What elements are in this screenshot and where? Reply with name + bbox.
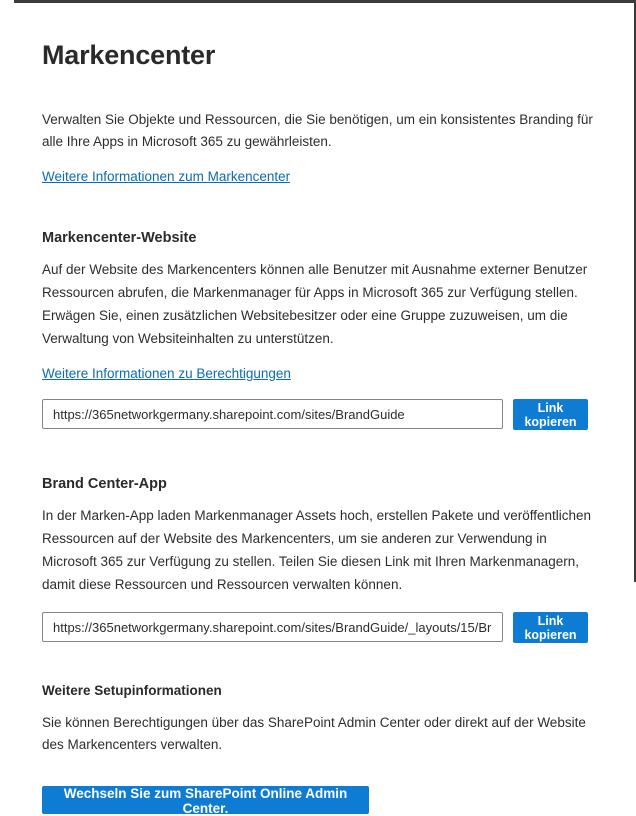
app-section-heading: Brand Center-App	[42, 476, 167, 492]
website-url-input[interactable]	[42, 399, 503, 429]
app-copy-link-button[interactable]: Link kopieren	[513, 612, 588, 643]
intro-text: Verwalten Sie Objekte und Ressourcen, die Sie benötigen, um ein konsistentes Branding für alle Ihre Apps in Microsoft 365 zu gewährleisten.	[42, 112, 593, 149]
app-section	[42, 476, 594, 643]
sharepoint-admin-center-button[interactable]: Wechseln Sie zum SharePoint Online Admin Center.	[42, 786, 369, 814]
website-section-body: Auf der Website des Markencenters können alle Benutzer mit Ausnahme externer Benutzer Ressourcen abrufen, die Markenmanager für Apps in Microsoft 365 zur Verfügung stellen. Erwägen Sie, einen zusätzlichen Websitebesitzer oder eine Gruppe zuzuweisen, um die Verwaltung von Websiteinhalten zu unterstützen.	[42, 262, 588, 346]
permissions-info-link[interactable]: Weitere Informationen zu Berechtigungen	[42, 366, 291, 381]
brand-center-panel	[42, 0, 594, 814]
app-url-row	[42, 612, 588, 643]
website-url-row	[42, 399, 588, 430]
app-section-body: In der Marken-App laden Markenmanager Assets hoch, erstellen Pakete und veröffentlichen Ressourcen auf der Website des Markencenters, um sie anderen zur Verwendung in Microsoft 365 zur Verfügung zu stellen. Teilen Sie diesen Link mit Ihren Markenmanagern, damit diese Ressourcen und Ressourcen verwalten können.	[42, 508, 592, 592]
website-section	[42, 230, 594, 430]
setup-section-body: Sie können Berechtigungen über das SharePoint Admin Center oder direkt auf der Website des Markencenters verwalten.	[42, 715, 586, 752]
page-title: Markencenter	[42, 40, 216, 70]
brand-center-info-link[interactable]: Weitere Informationen zum Markencenter	[42, 169, 291, 184]
website-section-heading: Markencenter-Website	[42, 230, 197, 246]
setup-section-heading: Weitere Setupinformationen	[42, 683, 222, 698]
setup-section	[42, 683, 594, 814]
app-url-input[interactable]	[42, 612, 503, 642]
website-copy-link-button[interactable]: Link kopieren	[513, 399, 588, 430]
